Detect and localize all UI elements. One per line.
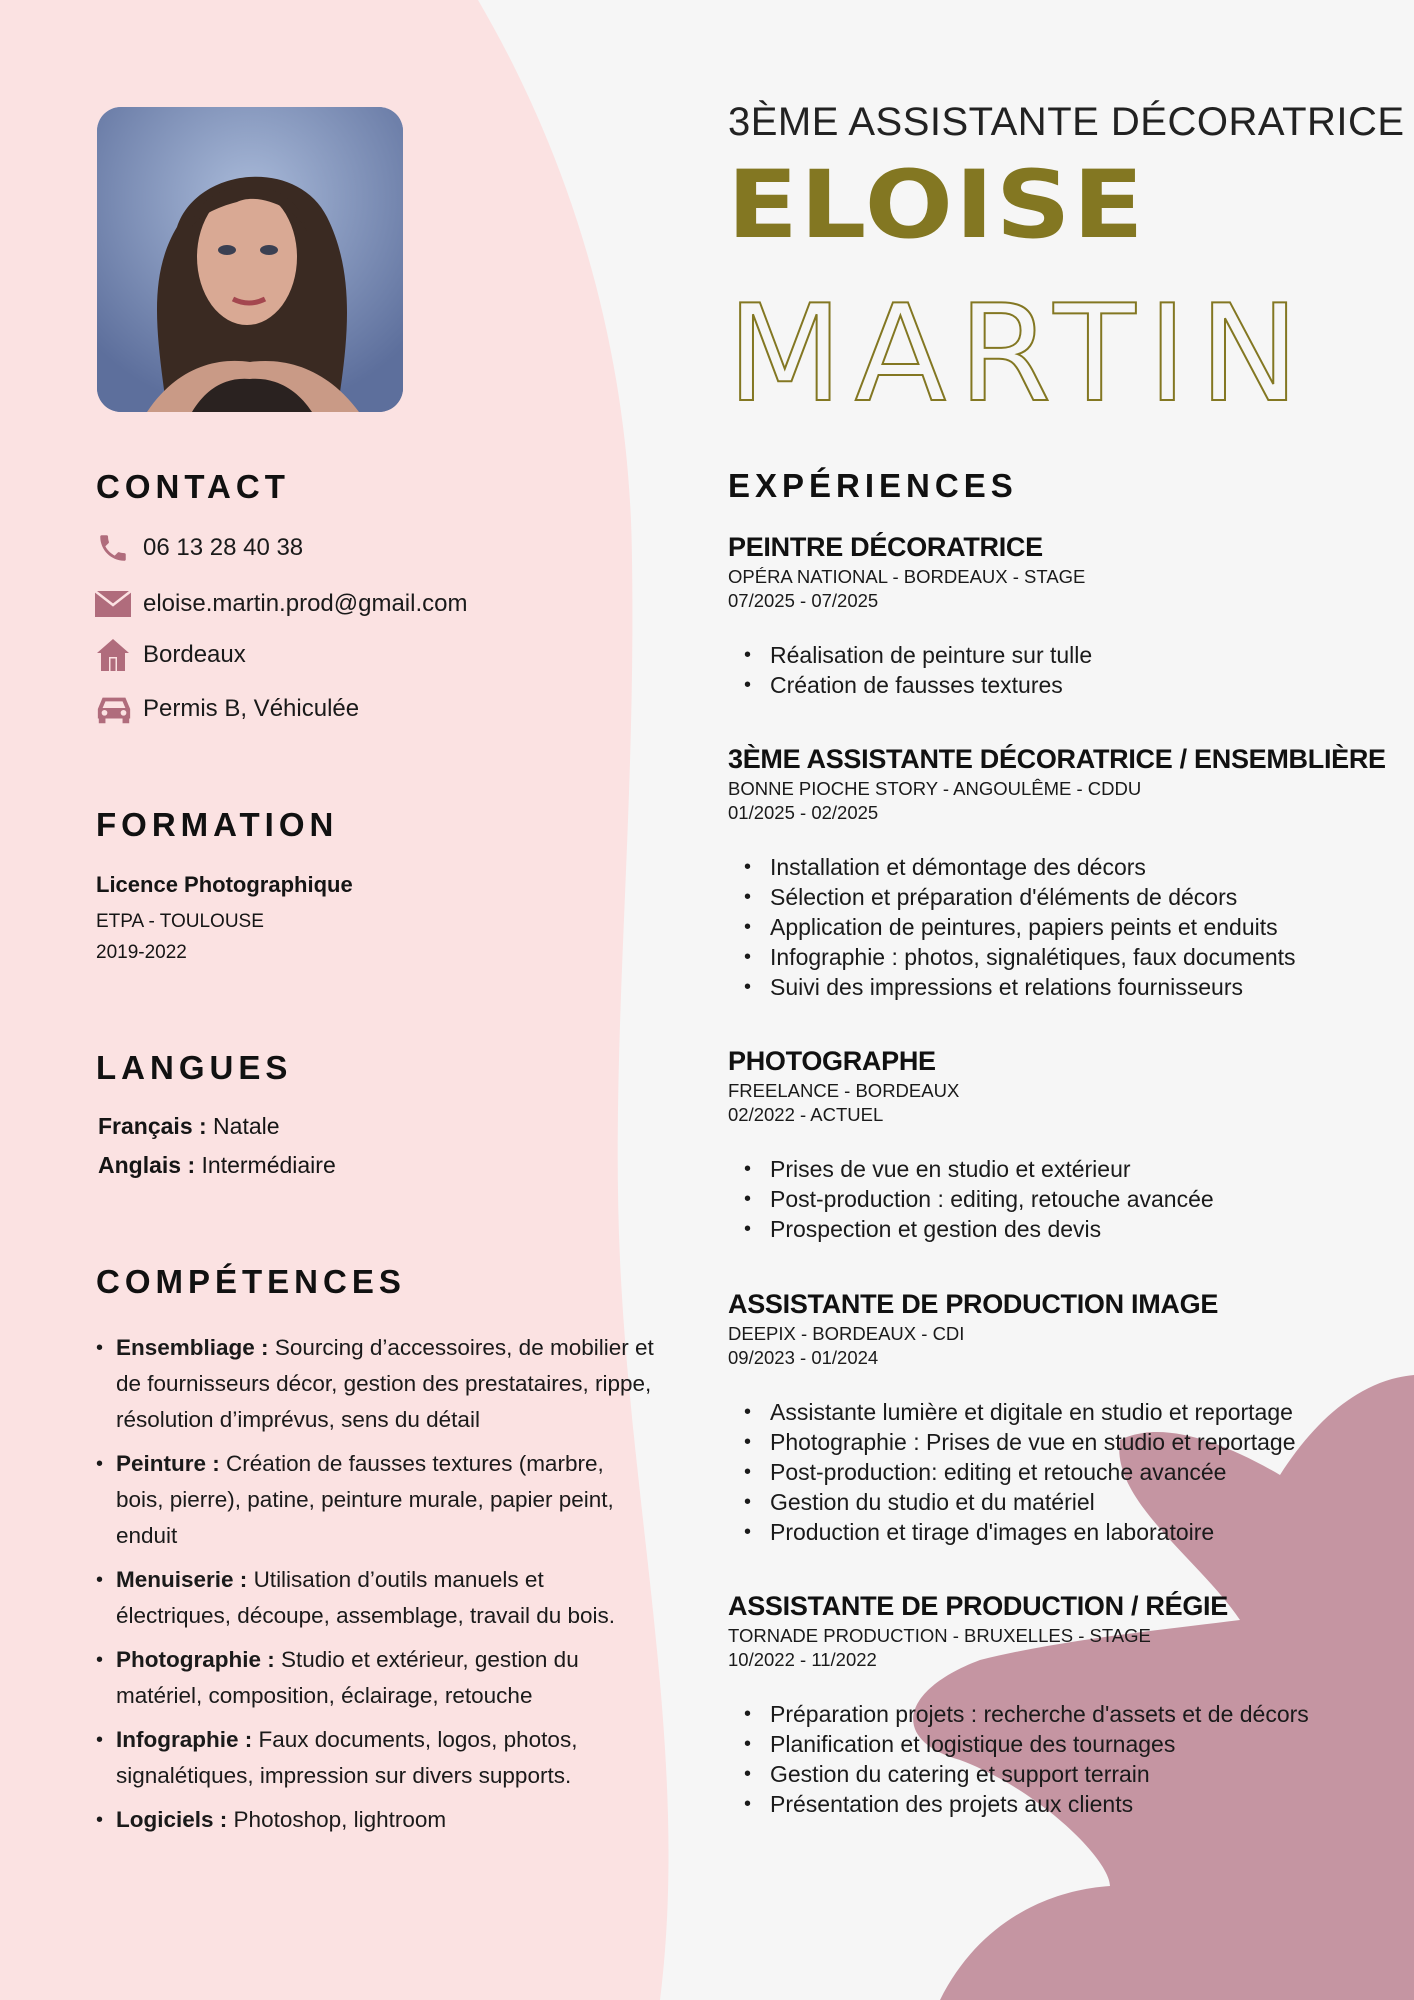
skill-item bbox=[96, 1562, 656, 1634]
experience-bullets bbox=[728, 640, 1348, 700]
phone-icon bbox=[95, 532, 133, 564]
experience-role: ASSISTANTE DE PRODUCTION / RÉGIE bbox=[728, 1591, 1228, 1621]
skill-item bbox=[96, 1642, 656, 1714]
experience-bullet: • Présentation des projets aux clients bbox=[728, 1789, 1348, 1819]
experience-bullet: • Assistante lumière et digitale en studio et reportage bbox=[728, 1397, 1348, 1427]
experience-role: PEINTRE DÉCORATRICE bbox=[728, 532, 1043, 562]
experience-dates: 09/2023 - 01/2024 bbox=[728, 1347, 879, 1368]
skill-text: Studio et extérieur, gestion du matériel, composition, éclairage, retouche bbox=[116, 1647, 579, 1708]
experience-bullets bbox=[728, 1397, 1348, 1547]
experience-bullet: • Post-production: editing et retouche avancée bbox=[728, 1457, 1348, 1487]
skill-label: Infographie : bbox=[116, 1727, 253, 1752]
skill-label: Peinture : bbox=[116, 1451, 220, 1476]
experience-company: FREELANCE - BORDEAUX bbox=[728, 1080, 960, 1101]
skill-item bbox=[96, 1330, 656, 1438]
skill-label: Logiciels : bbox=[116, 1807, 228, 1832]
experience-entry bbox=[728, 1046, 1348, 1244]
experience-bullet: • Suivi des impressions et relations fournisseurs bbox=[728, 972, 1348, 1002]
formation-school: ETPA - TOULOUSE bbox=[96, 911, 264, 932]
phone-value: 06 13 28 40 38 bbox=[143, 534, 304, 561]
experience-dates: 07/2025 - 07/2025 bbox=[728, 590, 879, 611]
formation-heading: FORMATION bbox=[96, 806, 339, 843]
skill-item bbox=[96, 1722, 656, 1794]
license-value: Permis B, Véhiculée bbox=[143, 695, 360, 722]
experiences-heading: EXPÉRIENCES bbox=[728, 467, 1018, 504]
experience-bullet: • Photographie : Prises de vue en studio et reportage bbox=[728, 1427, 1348, 1457]
language-name: Français : bbox=[98, 1113, 207, 1139]
city-value: Bordeaux bbox=[143, 641, 246, 668]
experience-role: 3ÈME ASSISTANTE DÉCORATRICE / ENSEMBLIÈRE bbox=[728, 744, 1386, 774]
experience-bullet: • Infographie : photos, signalétiques, faux documents bbox=[728, 942, 1348, 972]
skill-text: Utilisation d’outils manuels et électriques, découpe, assemblage, travail du bois. bbox=[116, 1567, 616, 1628]
experience-bullets bbox=[728, 1699, 1348, 1819]
skill-text: Sourcing d’accessoires, de mobilier et de fournisseurs décor, gestion des prestataires, rippe, résolution d’imprévus, sens du détail bbox=[116, 1335, 654, 1432]
experience-bullet: • Création de fausses textures bbox=[728, 670, 1348, 700]
experience-dates: 01/2025 - 02/2025 bbox=[728, 802, 879, 823]
mail-icon bbox=[95, 588, 133, 620]
experience-entry bbox=[728, 744, 1386, 1002]
experience-entry bbox=[728, 1289, 1348, 1547]
contact-phone bbox=[95, 532, 303, 564]
experience-bullet: • Application de peintures, papiers peints et enduits bbox=[728, 912, 1348, 942]
skill-label: Ensembliage : bbox=[116, 1335, 269, 1360]
skill-item bbox=[96, 1802, 656, 1838]
first-name: ELOISE bbox=[727, 149, 1146, 260]
experience-company: TORNADE PRODUCTION - BRUXELLES - STAGE bbox=[728, 1625, 1151, 1646]
contact-city bbox=[95, 639, 246, 671]
experience-role: PHOTOGRAPHE bbox=[728, 1046, 936, 1076]
experience-company: OPÉRA NATIONAL - BORDEAUX - STAGE bbox=[728, 566, 1086, 587]
experience-bullet: • Planification et logistique des tournages bbox=[728, 1729, 1348, 1759]
language-item bbox=[98, 1152, 336, 1179]
experience-company: DEEPIX - BORDEAUX - CDI bbox=[728, 1323, 965, 1344]
experience-bullet: • Préparation projets : recherche d'assets et de décors bbox=[728, 1699, 1348, 1729]
skill-item bbox=[96, 1446, 656, 1554]
experience-bullet: • Installation et démontage des décors bbox=[728, 852, 1348, 882]
language-item bbox=[98, 1113, 280, 1140]
experience-entry bbox=[728, 1591, 1348, 1819]
experience-bullet: • Réalisation de peinture sur tulle bbox=[728, 640, 1348, 670]
contact-license bbox=[95, 693, 359, 725]
language-name: Anglais : bbox=[98, 1152, 196, 1178]
skill-text: Création de fausses textures (marbre, bois, pierre), patine, peinture murale, papier peint, enduit bbox=[116, 1451, 614, 1548]
competences-heading: COMPÉTENCES bbox=[96, 1263, 406, 1300]
profile-photo bbox=[97, 107, 403, 412]
formation-degree: Licence Photographique bbox=[96, 872, 353, 897]
skill-label: Menuiserie : bbox=[116, 1567, 248, 1592]
contact-heading: CONTACT bbox=[96, 468, 290, 505]
experience-bullet: • Sélection et préparation d'éléments de décors bbox=[728, 882, 1348, 912]
skill-text: Photoshop, lightroom bbox=[233, 1807, 447, 1832]
experience-dates: 02/2022 - ACTUEL bbox=[728, 1104, 884, 1125]
contact-email bbox=[95, 588, 467, 620]
experience-dates: 10/2022 - 11/2022 bbox=[728, 1649, 877, 1670]
skill-text: Faux documents, logos, photos, signalétiques, impression sur divers supports. bbox=[116, 1727, 578, 1788]
experience-bullet: • Post-production : editing, retouche avancée bbox=[728, 1184, 1348, 1214]
experience-bullet: • Prospection et gestion des devis bbox=[728, 1214, 1348, 1244]
skill-label: Photographie : bbox=[116, 1647, 275, 1672]
experience-bullet: • Gestion du catering et support terrain bbox=[728, 1759, 1348, 1789]
experience-company: BONNE PIOCHE STORY - ANGOULÊME - CDDU bbox=[728, 778, 1142, 799]
experience-bullet: • Production et tirage d'images en laboratoire bbox=[728, 1517, 1348, 1547]
formation-years: 2019-2022 bbox=[96, 942, 187, 963]
experience-bullet: • Prises de vue en studio et extérieur bbox=[728, 1154, 1348, 1184]
experience-bullets bbox=[728, 852, 1348, 1002]
home-icon bbox=[95, 639, 133, 671]
experience-entry bbox=[728, 532, 1348, 700]
langues-heading: LANGUES bbox=[96, 1049, 293, 1086]
experience-bullets bbox=[728, 1154, 1348, 1244]
car-icon bbox=[95, 693, 133, 725]
language-level: Natale bbox=[213, 1113, 280, 1139]
experience-bullet: • Gestion du studio et du matériel bbox=[728, 1487, 1348, 1517]
language-level: Intermédiaire bbox=[201, 1152, 336, 1178]
skills-list bbox=[96, 1330, 656, 1846]
experience-role: ASSISTANTE DE PRODUCTION IMAGE bbox=[728, 1289, 1219, 1319]
last-name: MARTIN bbox=[727, 276, 1312, 432]
job-title: 3ÈME ASSISTANTE DÉCORATRICE bbox=[728, 100, 1405, 144]
email-value: eloise.martin.prod@gmail.com bbox=[143, 590, 468, 617]
